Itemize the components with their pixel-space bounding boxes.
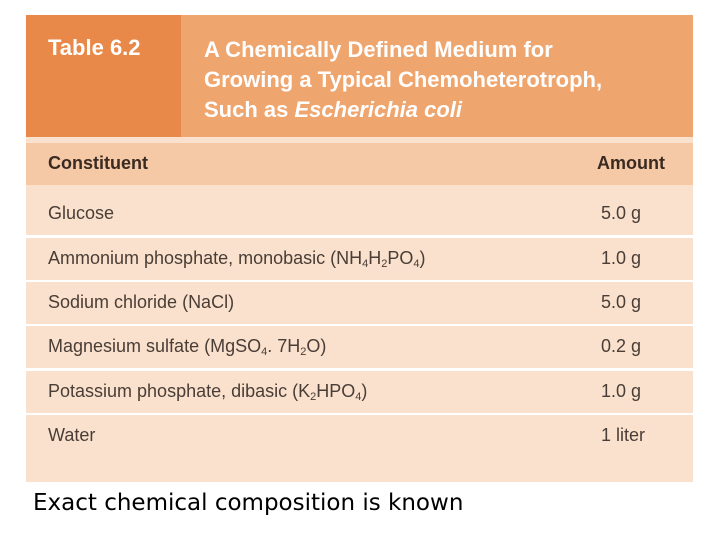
table-row [26,326,693,368]
table-row [26,282,693,324]
medium-table [26,15,693,482]
table-title-line-2: Growing a Typical Chemoheterotroph, [204,67,603,92]
constituent-amount: 0.2 g [601,336,642,356]
constituent-name: Sodium chloride (NaCl) [48,292,235,312]
column-header-amount: Amount [597,153,665,173]
table-title-line-3: Such as Escherichia coli [204,97,463,122]
table-row [26,238,693,280]
constituent-amount: 5.0 g [601,203,642,223]
constituent-name: Glucose [48,203,115,223]
constituent-amount: 1 liter [601,425,646,445]
caption: Exact chemical composition is known [33,490,464,516]
table-number-box [26,15,181,137]
constituent-name: Magnesium sulfate (MgSO$_4$. $7H_2O$) [48,336,327,358]
constituent-amount: 5.0 g [601,292,642,312]
constituent-name: Ammonium phosphate, monobasic $(NH_4H_2PO_4)$ [48,248,426,270]
table-row [26,193,693,235]
table-title-line-1: A Chemically Defined Medium for [204,37,553,62]
organism-name: Escherichia coli [294,97,463,122]
column-header-row [26,143,693,185]
constituent-amount: 1.0 g [601,248,642,268]
constituent-amount: 1.0 g [601,381,642,401]
table-row [26,415,693,457]
constituent-name: Potassium phosphate, dibasic $(K_2HPO_4)$ [48,381,368,403]
table-title [204,35,684,125]
table-row [26,371,693,413]
column-header-constituent: Constituent [48,153,148,173]
constituent-name: Water [48,425,96,445]
table-number: Table 6.2 [48,35,141,60]
